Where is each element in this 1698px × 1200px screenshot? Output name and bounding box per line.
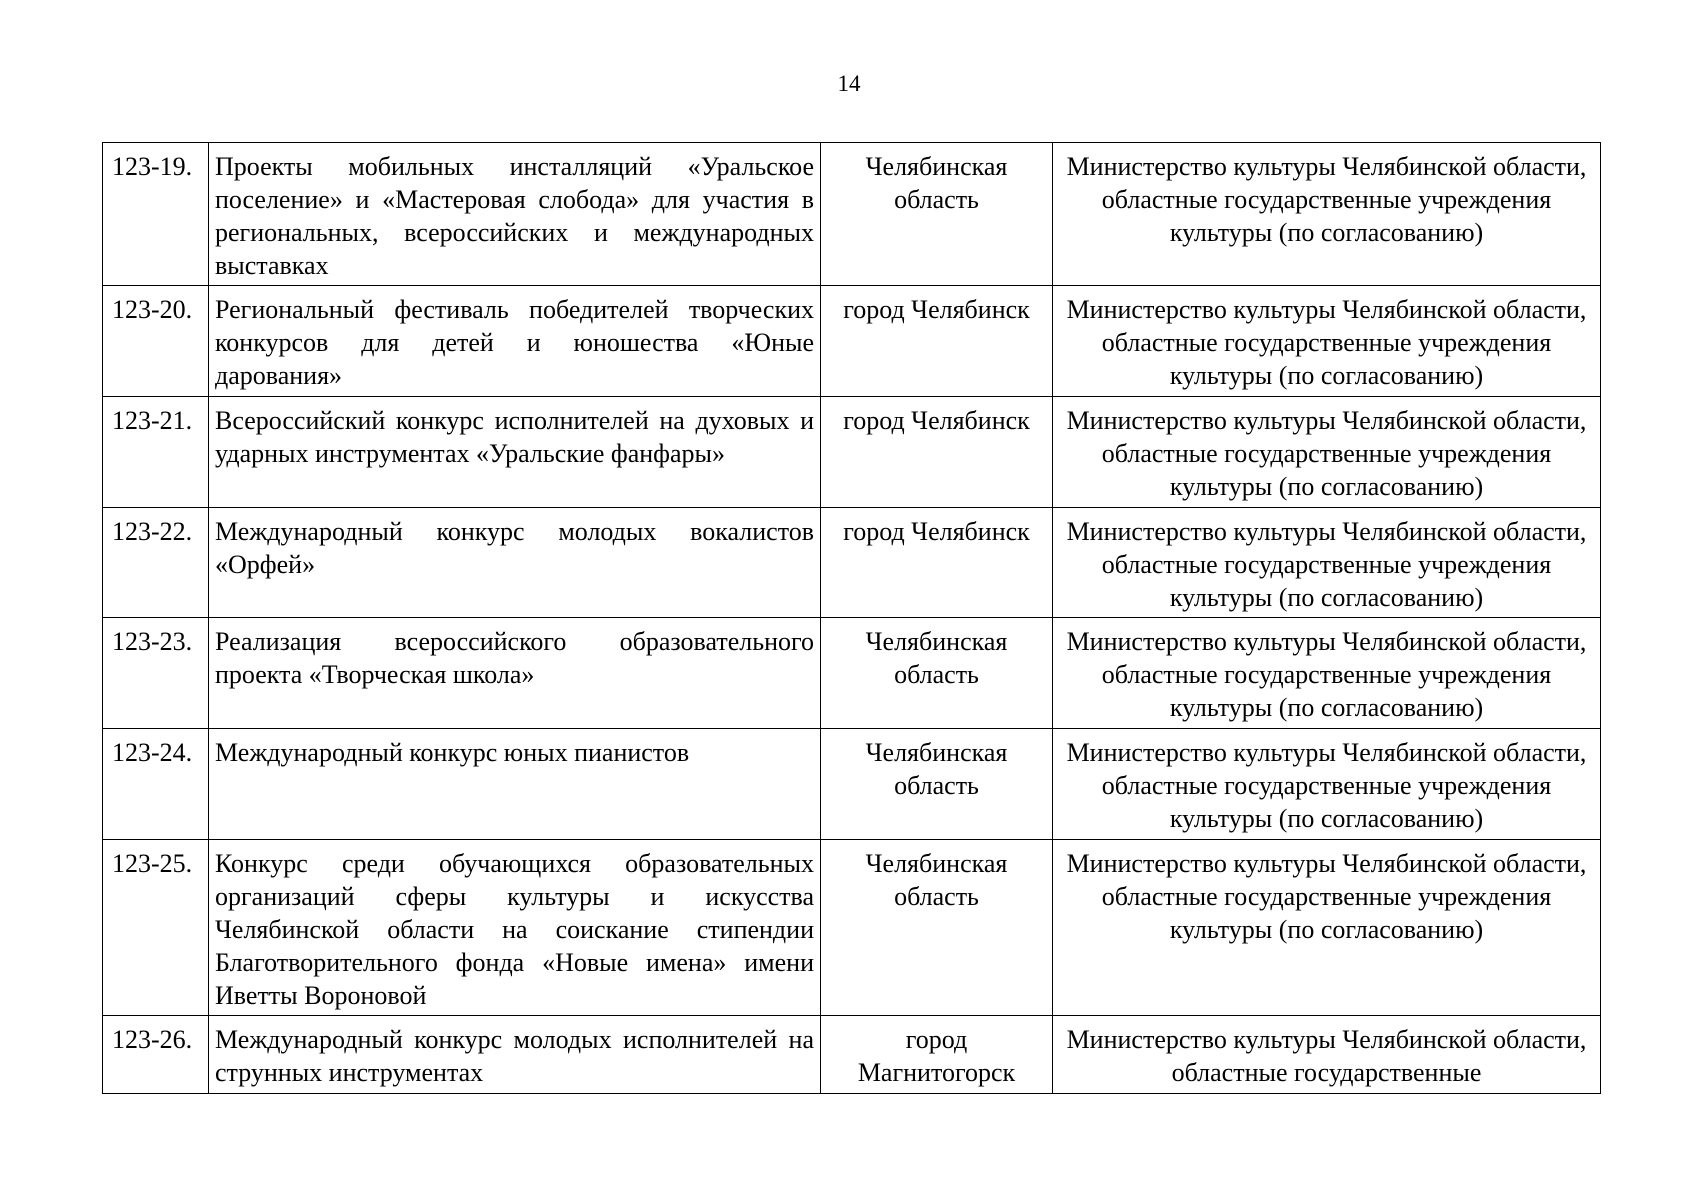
row-number: 123-20. — [103, 286, 209, 397]
event-executor: Министерство культуры Челябинской области, областные государственные учреждения культуры (по согласованию) — [1053, 397, 1601, 508]
event-name: Международный конкурс молодых исполнителей на струнных инструментах — [209, 1016, 821, 1094]
event-executor: Министерство культуры Челябинской области, областные государственные учреждения культуры (по согласованию) — [1053, 143, 1601, 286]
table-row — [103, 397, 1601, 508]
event-name: Реализация всероссийского образовательного проекта «Творческая школа» — [209, 618, 821, 729]
event-place: город Челябинск — [821, 508, 1053, 618]
event-executor: Министерство культуры Челябинской области, областные государственные учреждения культуры (по согласованию) — [1053, 840, 1601, 1016]
event-executor: Министерство культуры Челябинской области, областные государственные — [1053, 1016, 1601, 1094]
event-executor: Министерство культуры Челябинской области, областные государственные учреждения культуры (по согласованию) — [1053, 286, 1601, 397]
event-name: Конкурс среди обучающихся образовательных организаций сферы культуры и искусства Челябинской области на соискание стипендии Благотворительного фонда «Новые имена» имени Иветты Вороновой — [209, 840, 821, 1016]
table-row — [103, 840, 1601, 1016]
event-executor: Министерство культуры Челябинской области, областные государственные учреждения культуры (по согласованию) — [1053, 618, 1601, 729]
table-row — [103, 729, 1601, 840]
row-number: 123-25. — [103, 840, 209, 1016]
table-row — [103, 1016, 1601, 1094]
event-name: Международный конкурс молодых вокалистов «Орфей» — [209, 508, 821, 618]
event-place: Челябинская область — [821, 143, 1053, 286]
event-place: город Челябинск — [821, 286, 1053, 397]
event-name: Всероссийский конкурс исполнителей на духовых и ударных инструментах «Уральские фанфары» — [209, 397, 821, 508]
row-number: 123-24. — [103, 729, 209, 840]
table-row — [103, 286, 1601, 397]
event-name: Международный конкурс юных пианистов — [209, 729, 821, 840]
table-row — [103, 508, 1601, 618]
row-number: 123-21. — [103, 397, 209, 508]
row-number: 123-23. — [103, 618, 209, 729]
event-place: Челябинская область — [821, 618, 1053, 729]
row-number: 123-22. — [103, 508, 209, 618]
event-name: Региональный фестиваль победителей творческих конкурсов для детей и юношества «Юные дарования» — [209, 286, 821, 397]
row-number: 123-26. — [103, 1016, 209, 1094]
event-place: город Магнитогорск — [821, 1016, 1053, 1094]
row-number: 123-19. — [103, 143, 209, 286]
event-executor: Министерство культуры Челябинской области, областные государственные учреждения культуры (по согласованию) — [1053, 729, 1601, 840]
event-executor: Министерство культуры Челябинской области, областные государственные учреждения культуры (по согласованию) — [1053, 508, 1601, 618]
events-table — [102, 142, 1601, 1094]
event-place: Челябинская область — [821, 840, 1053, 1016]
table-row — [103, 618, 1601, 729]
event-place: Челябинская область — [821, 729, 1053, 840]
table-row — [103, 143, 1601, 286]
event-place: город Челябинск — [821, 397, 1053, 508]
event-name: Проекты мобильных инсталляций «Уральское поселение» и «Мастеровая слобода» для участия в региональных, всероссийских и международных выставках — [209, 143, 821, 286]
page-number: 14 — [837, 71, 861, 96]
